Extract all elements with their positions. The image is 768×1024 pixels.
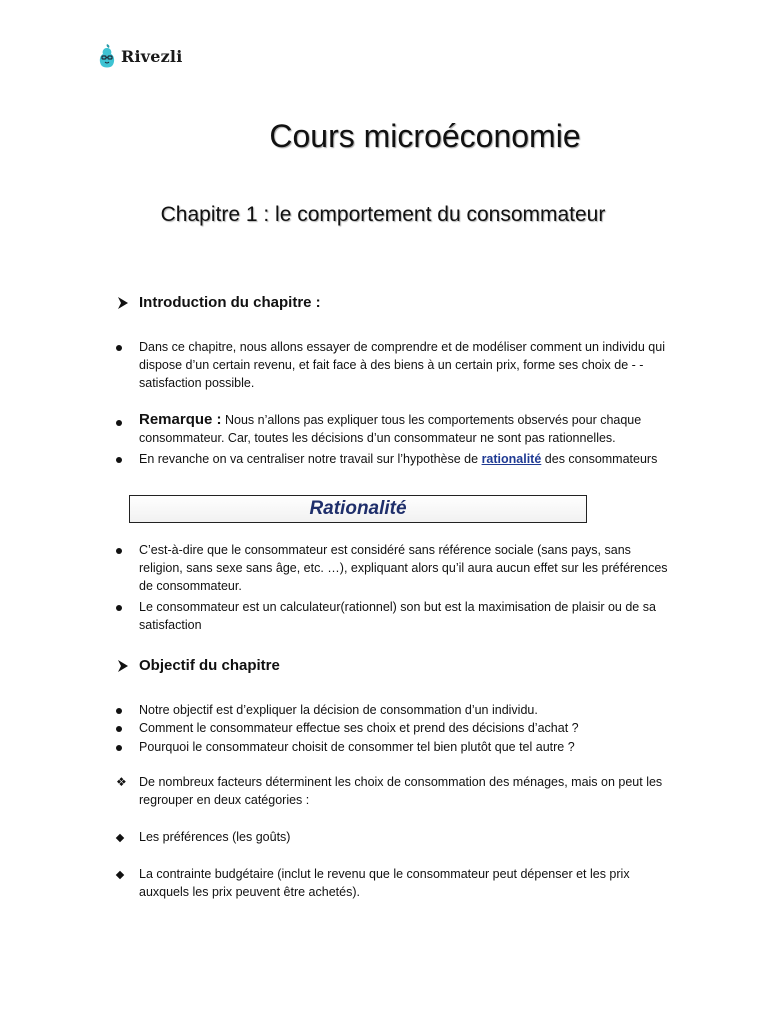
list-item	[116, 541, 676, 595]
rationality-definition: C’est-à-dire que le consommateur est considéré sans référence sociale (sans pays, sans religion, sans sexe sans âge, etc. …), expliquant alors qu’il aura aucun effet sur les préférences de consommateur.	[139, 543, 668, 593]
pear-mascot-icon	[97, 43, 117, 69]
bullet-icon	[116, 605, 122, 611]
objective-item: Notre objectif est d’expliquer la décision de consommation d’un individu.	[139, 703, 538, 717]
section-heading-objective	[117, 657, 280, 674]
bullet-icon	[116, 548, 122, 554]
diamond-bullet-icon	[116, 871, 124, 879]
category-preferences: Les préférences (les goûts)	[139, 830, 291, 844]
list-item	[116, 598, 676, 634]
bullet-icon	[116, 745, 122, 751]
brand-name: Rivezli	[121, 46, 183, 66]
intro-heading: Introduction du chapitre :	[139, 294, 321, 311]
rationality-text-after: des consommateurs	[541, 452, 658, 466]
objective-item: Pourquoi le consommateur choisit de consommer tel bien plutôt que tel autre ?	[139, 740, 575, 754]
ornament-bullet-icon: ❖	[116, 775, 127, 789]
rationality-paragraph	[139, 450, 676, 468]
category-budget: La contrainte budgétaire (inclut le revenu que le consommateur peut dépenser et les prix auxquels les prix peuvent être achetés).	[139, 867, 630, 899]
list-item	[116, 338, 676, 392]
chapter-title: Chapitre 1 : le comportement du consommateur	[160, 203, 606, 226]
remark-paragraph	[139, 411, 676, 447]
brand-logo	[97, 42, 183, 70]
arrow-bullet-icon	[117, 296, 131, 310]
list-item	[116, 865, 676, 901]
bullet-icon	[116, 726, 122, 732]
rationality-box-label: Rationalité	[309, 498, 407, 519]
rationality-box	[129, 495, 587, 523]
intro-paragraph: Dans ce chapitre, nous allons essayer de comprendre et de modéliser comment un individu qui dispose d’un certain revenu, et fait face à des biens à un certain prix, forme ses choix de - -satisfaction possible.	[139, 340, 665, 390]
bullet-icon	[116, 457, 122, 463]
arrow-bullet-icon	[117, 659, 131, 673]
list-item	[116, 411, 676, 447]
section-heading-intro	[117, 294, 321, 311]
objective-heading: Objectif du chapitre	[139, 657, 280, 674]
list-item	[116, 773, 676, 809]
objective-item: Comment le consommateur effectue ses choix et prend des décisions d’achat ?	[139, 721, 579, 735]
list-item	[116, 701, 676, 719]
bullet-icon	[116, 345, 122, 351]
list-item	[116, 450, 676, 468]
bullet-icon	[116, 708, 122, 714]
remark-text: Nous n’allons pas expliquer tous les comportements observés pour chaque consommateur. Car, toutes les décisions d’un consommateur ne sont pas rationnelles.	[139, 413, 642, 445]
list-item	[116, 828, 676, 846]
list-item	[116, 738, 676, 756]
remark-label: Remarque :	[139, 411, 222, 428]
factors-paragraph: De nombreux facteurs déterminent les choix de consommation des ménages, mais on peut les regrouper en deux catégories :	[139, 775, 663, 807]
rationality-link[interactable]: rationalité	[481, 452, 542, 466]
bullet-icon	[116, 420, 122, 426]
diamond-bullet-icon	[116, 834, 124, 842]
page-title: Cours microéconomie	[269, 118, 581, 154]
rationality-text-before: En revanche on va centraliser notre travail sur l’hypothèse de	[139, 452, 482, 466]
calculator-paragraph: Le consommateur est un calculateur(rationnel) son but est la maximisation de plaisir ou de sa satisfaction	[139, 600, 656, 632]
list-item	[116, 719, 676, 737]
